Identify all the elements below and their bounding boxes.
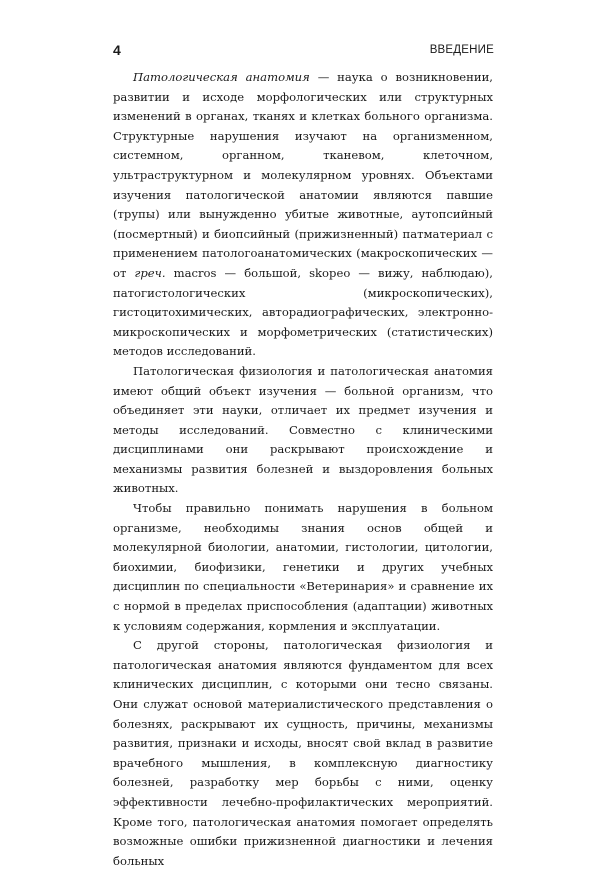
body-text: [113, 68, 493, 871]
paragraph: Чтобы правильно понимать нарушения в больном организме, необходимы знания основ общей и молекулярной биологии, анатомии, гистологии, цитологии, биохимии, биофизики, генетики и других учебных дисциплин по специальности «Ветеринария» и сравнение их с нормой в пределах приспособления (адаптации) животных к условиям содержания, кормления и эксплуатации.: [113, 501, 493, 633]
paragraph-text: macros — большой, skopeo — вижу, наблюдаю), патогистологических (микроскопических), гистоцитохимических, авторадиографических, электронно-микроскопических и морфометрических (статистических) методов исследований.: [113, 265, 493, 359]
paragraph: С другой стороны, патологическая физиология и патологическая анатомия являются фундаментом для всех клинических дисциплин, с которыми они тесно связаны. Они служат основой материалистического представления о болезнях, раскрывают их сущность, причины, механизмы развития, признаки и исходы, вносят свой вклад в развитие врачебного мышления, в комплексную диагностику болезней, разработку мер борьбы с ними, оценку эффективности лечебно-профилактических мероприятий. Кроме того, патологическая анатомия помогает определять возможные ошибки прижизненной диагностики и лечения больных: [113, 638, 493, 868]
page-number: 4: [113, 42, 121, 58]
paragraph: Патологическая физиология и патологическая анатомия имеют общий объект изучения — больной организм, что объединяет эти науки, отличает их предмет изучения и методы исследований. Совместно с клиническими дисциплинами они раскрывают происхождение и механизмы развития болезней и выздоровления больных животных.: [113, 363, 493, 496]
running-head: ВВЕДЕНИЕ: [429, 44, 494, 56]
paragraph: [113, 68, 493, 362]
paragraph-text: — наука о возникновении, развитии и исходе морфологических или структурных изменений в органах, тканях и клетках больного организма. Структурные нарушения изучают на организменном, системном, органном, тканевом, клеточном, ультраструктурном и молекулярном уровнях. Объектами изучения патологической анатомии являются павшие (трупы) или вынужденно убитые животные, аутопсийный (посмертный) и биопсийный (прижизненный) патматериал с применением патологоанатомических (макроскопических — от: [113, 70, 493, 280]
greek-abbreviation: греч.: [134, 265, 166, 280]
defined-term: Патологическая анатомия: [133, 70, 310, 84]
